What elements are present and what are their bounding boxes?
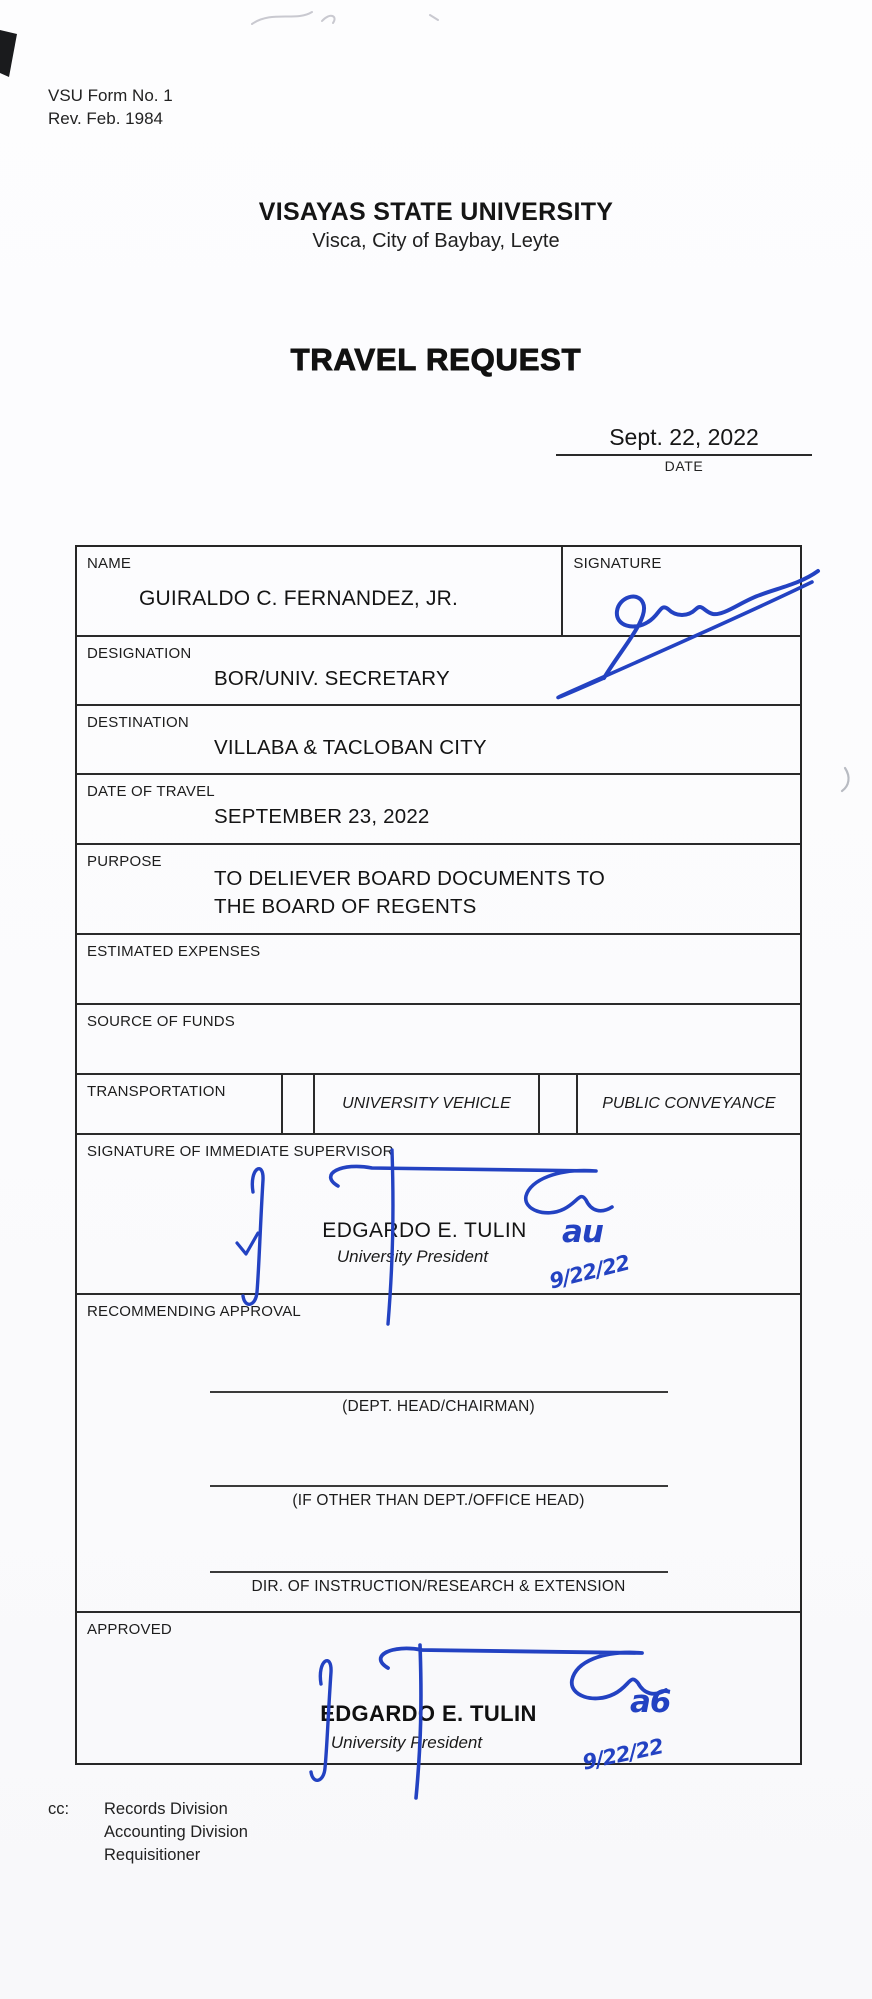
destination-label: DESTINATION (87, 714, 189, 731)
university-name: VISAYAS STATE UNIVERSITY (258, 198, 614, 226)
source-of-funds-label: SOURCE OF FUNDS (87, 1013, 236, 1030)
supervisor-ink-date: 9/22/22 (546, 1250, 632, 1294)
public-conveyance-option: PUBLIC CONVEYANCE (576, 1075, 800, 1133)
scan-corner-mark (0, 30, 17, 77)
sign-group-director (210, 1571, 668, 1596)
pencil-scribble (252, 12, 438, 24)
cc-items (104, 1798, 248, 1867)
purpose-value (214, 865, 605, 921)
supervisor-signatory-title: University President (336, 1247, 489, 1266)
signature-line (210, 1391, 668, 1393)
sign-group-other-head (210, 1485, 668, 1510)
cc-block (48, 1798, 248, 1867)
cc-label: cc: (48, 1800, 70, 1818)
approved-signatory-title: University President (330, 1733, 483, 1752)
signature-cell (561, 547, 800, 635)
cc-item-requisitioner: Requisitioner (104, 1846, 201, 1864)
signature-line (210, 1571, 668, 1573)
row-recommending-approval (77, 1295, 800, 1613)
name-cell (77, 547, 561, 635)
row-source-of-funds (77, 1005, 800, 1075)
travel-request-table (75, 545, 802, 1765)
recommending-approval-label: RECOMMENDING APPROVAL (87, 1303, 301, 1320)
supervisor-label: SIGNATURE OF IMMEDIATE SUPERVISOR (87, 1143, 394, 1160)
row-date-of-travel (77, 775, 800, 845)
public-conveyance-checkbox-cell (538, 1075, 576, 1133)
designation-label: DESIGNATION (87, 645, 192, 662)
estimated-expenses-label: ESTIMATED EXPENSES (87, 943, 261, 960)
row-destination (77, 706, 800, 775)
purpose-label: PURPOSE (87, 853, 162, 870)
designation-value: BOR/UNIV. SECRETARY (214, 667, 450, 690)
university-address: Visca, City of Baybay, Leyte (312, 230, 560, 252)
row-transportation (77, 1075, 800, 1135)
university-vehicle-checkbox-cell (281, 1075, 313, 1133)
name-value: GUIRALDO C. FERNANDEZ, JR. (139, 587, 459, 610)
signature-line (210, 1485, 668, 1487)
scan-smudge-right (842, 768, 849, 791)
row-immediate-supervisor (77, 1135, 800, 1295)
date-block (556, 424, 812, 474)
dept-head-caption: (DEPT. HEAD/CHAIRMAN) (342, 1398, 535, 1415)
signature-label: SIGNATURE (573, 555, 662, 572)
approved-signatory-name: EDGARDO E. TULIN (320, 1701, 537, 1726)
row-approved (77, 1613, 800, 1763)
form-number-block (48, 84, 173, 130)
approved-ink-initials: a6 (630, 1684, 671, 1720)
transportation-label: TRANSPORTATION (87, 1083, 226, 1100)
approved-ink-date: 9/22/22 (580, 1734, 665, 1775)
purpose-line-1: TO DELIEVER BOARD DOCUMENTS TO (214, 867, 606, 890)
row-name-signature (77, 547, 800, 637)
supervisor-ink-initials: au (562, 1214, 603, 1250)
date-value: Sept. 22, 2022 (556, 424, 812, 456)
director-caption: DIR. OF INSTRUCTION/RESEARCH & EXTENSION (251, 1578, 626, 1595)
university-vehicle-option: UNIVERSITY VEHICLE (313, 1075, 539, 1133)
row-estimated-expenses (77, 935, 800, 1005)
form-revision-line: Rev. Feb. 1984 (48, 109, 163, 128)
other-head-caption: (IF OTHER THAN DEPT./OFFICE HEAD) (292, 1492, 585, 1509)
university-header (0, 198, 872, 253)
row-designation (77, 637, 800, 706)
purpose-line-2: THE BOARD OF REGENTS (214, 895, 477, 918)
document-title: TRAVEL REQUEST (290, 342, 582, 377)
cc-item-accounting: Accounting Division (104, 1823, 248, 1841)
form-number-line: VSU Form No. 1 (48, 86, 173, 105)
destination-value: VILLABA & TACLOBAN CITY (214, 736, 487, 759)
sign-group-dept-head (210, 1391, 668, 1416)
supervisor-signatory-name: EDGARDO E. TULIN (322, 1219, 527, 1242)
row-purpose (77, 845, 800, 935)
name-label: NAME (87, 555, 132, 572)
cc-item-records: Records Division (104, 1800, 228, 1818)
approved-label: APPROVED (87, 1621, 172, 1638)
transportation-label-cell (77, 1075, 281, 1133)
date-of-travel-label: DATE OF TRAVEL (87, 783, 215, 800)
date-of-travel-value: SEPTEMBER 23, 2022 (214, 805, 430, 828)
date-label: DATE (664, 458, 704, 474)
